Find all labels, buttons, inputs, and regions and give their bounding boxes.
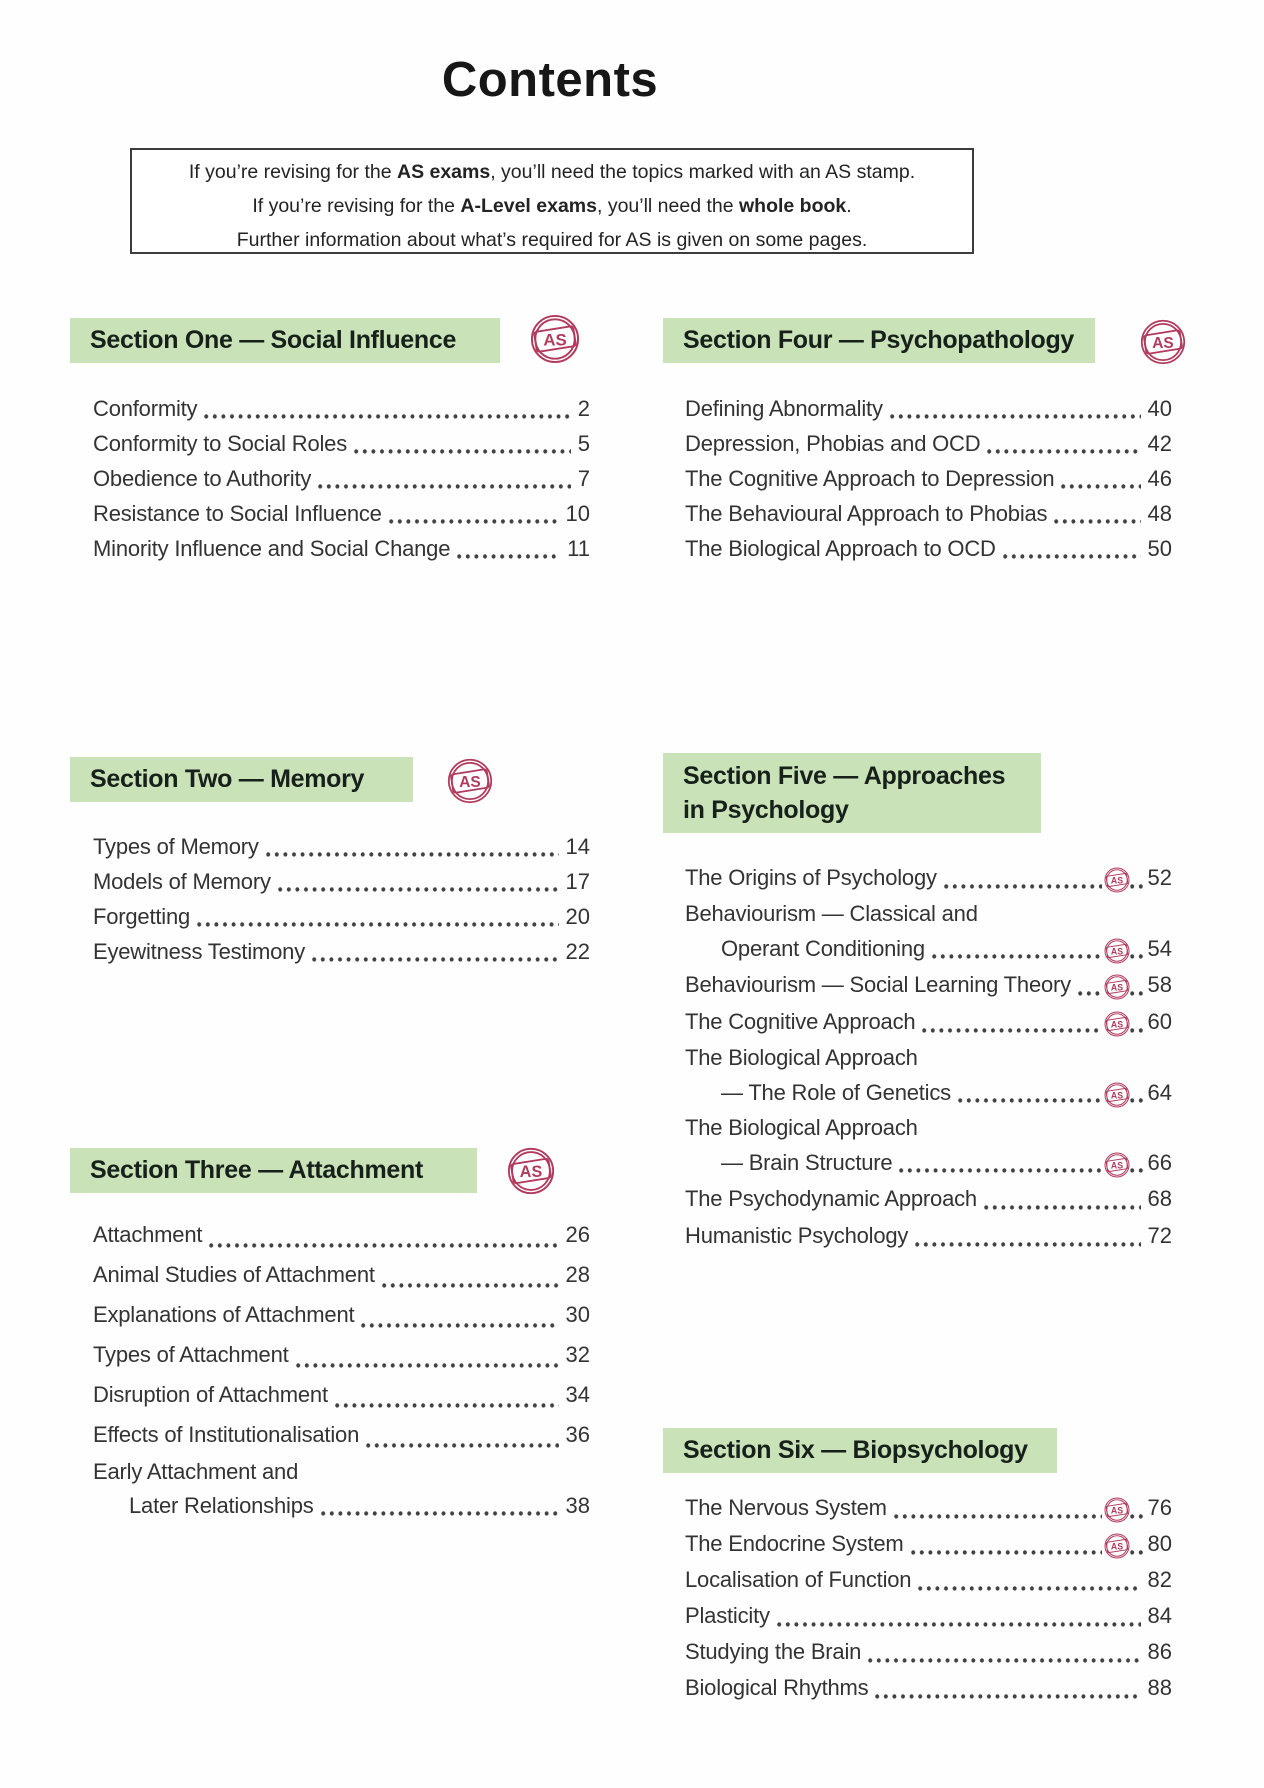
dotted-leader [958,1075,1102,1110]
svg-text:AS: AS [1110,1089,1123,1100]
as-stamp [1104,1152,1130,1178]
svg-text:AS: AS [459,773,481,791]
svg-text:AS: AS [543,330,567,350]
toc-item [93,1415,590,1455]
dotted-leader [868,1634,1140,1670]
toc-item-label: Later Relationships [129,1493,314,1518]
toc-item-page: 10 [565,501,590,526]
toc-item-page: 54 [1147,936,1172,961]
section-title: Section Five — Approaches [683,762,1006,790]
toc-item [93,1255,590,1295]
section-header [70,1148,477,1193]
section-one-items [93,391,590,566]
section-two-memory [70,757,590,969]
dotted-leader [278,864,559,899]
dotted-leader [335,1375,559,1415]
intro-note-box [130,148,974,254]
toc-item [685,1003,1172,1040]
toc-item [93,496,590,531]
toc-item [685,1490,1172,1526]
toc-item-label: Plasticity [685,1603,770,1628]
dotted-leader [875,1670,1140,1706]
as-stamp-icon [1104,867,1130,893]
dotted-leader [389,496,559,531]
toc-item-page: 20 [565,904,590,929]
toc-item-label: Behaviourism — Social Learning Theory [685,972,1071,997]
toc-item-label: The Behavioural Approach to Phobias [685,501,1048,526]
svg-text:AS: AS [1110,945,1123,956]
toc-item-page: 28 [565,1262,590,1287]
toc-item [685,531,1172,566]
dotted-leader [1061,461,1140,496]
toc-item-label: Effects of Institutionalisation [93,1422,360,1447]
toc-item-page: 2 [577,396,590,421]
toc-item-label: The Cognitive Approach [685,1009,916,1034]
toc-item [685,1634,1172,1670]
section-four-items [685,391,1172,566]
section-three-items [93,1215,590,1523]
toc-item-page: 68 [1147,1186,1172,1211]
toc-item [685,1670,1172,1706]
section-title-line2: in Psychology [683,796,849,824]
toc-item-label: Minority Influence and Social Change [93,536,451,561]
as-stamp [447,758,493,804]
toc-item-label: The Biological Approach [685,1115,918,1140]
as-stamp [1104,974,1130,1000]
toc-item-page: 46 [1147,466,1172,491]
toc-item [685,1526,1172,1562]
intro-line-2: If you’re revising for the A-Level exams, you’ll need the whole book. [252,195,852,217]
section-header [663,1428,1057,1473]
dotted-leader [296,1335,559,1375]
toc-item [685,859,1172,896]
as-stamp-icon [1104,1011,1130,1037]
toc-item-label: Eyewitness Testimony [93,939,306,964]
toc-item-page: 58 [1147,972,1172,997]
section-title: Section Three — Attachment [90,1156,423,1184]
dotted-leader [382,1255,559,1295]
dotted-leader [318,461,571,496]
dotted-leader [204,391,570,426]
dotted-leader [1130,966,1143,1003]
dotted-leader [1054,496,1140,531]
toc-item [93,899,590,934]
toc-item [93,829,590,864]
dotted-leader [1130,1075,1143,1110]
toc-item-label: Forgetting [93,904,191,929]
dotted-leader [932,931,1102,966]
toc-item-label: The Psychodynamic Approach [685,1186,977,1211]
toc-item-page: 64 [1147,1080,1172,1105]
toc-item-label: Studying the Brain [685,1639,862,1664]
svg-text:AS: AS [1110,981,1123,992]
svg-text:AS: AS [1110,1159,1123,1170]
toc-item [93,531,590,566]
toc-item-label: Explanations of Attachment [93,1302,355,1327]
as-stamp [1104,1082,1130,1108]
toc-item-label: Early Attachment and [93,1459,299,1484]
dotted-leader [987,426,1140,461]
as-stamp [1104,1533,1130,1559]
as-stamp [507,1147,555,1195]
dotted-leader [915,1217,1140,1254]
section-title: Section One — Social Influence [90,326,457,354]
as-stamp-icon [1104,1533,1130,1559]
as-stamp-icon [447,758,493,804]
dotted-leader [1130,1145,1143,1180]
toc-item-page: 14 [565,834,590,859]
toc-item-page: 50 [1147,536,1172,561]
toc-item [93,1455,590,1523]
section-six-items [685,1490,1172,1706]
as-stamp [1104,938,1130,964]
toc-item-label: The Endocrine System [685,1531,904,1556]
svg-text:AS: AS [1110,1541,1123,1552]
toc-item-page: 40 [1147,396,1172,421]
as-stamp [530,314,580,364]
toc-item-label: Localisation of Function [685,1567,912,1592]
section-header [70,757,413,802]
section-header [663,753,1041,833]
dotted-leader [1130,931,1143,966]
toc-item-label: Humanistic Psychology [685,1223,909,1248]
dotted-leader [266,829,559,864]
toc-item-label: The Origins of Psychology [685,865,937,890]
toc-item-page: 76 [1147,1495,1172,1520]
dotted-leader [321,1489,559,1523]
toc-item-page: 48 [1147,501,1172,526]
toc-item-page: 66 [1147,1150,1172,1175]
svg-text:AS: AS [1110,1505,1123,1516]
dotted-leader [944,859,1102,896]
dotted-leader [1130,1526,1143,1562]
toc-item-label: Conformity to Social Roles [93,431,348,456]
as-stamp-icon [1104,1082,1130,1108]
dotted-leader [918,1562,1140,1598]
as-stamp [1140,319,1186,365]
toc-item-label: The Cognitive Approach to Depression [685,466,1055,491]
toc-item-label: Depression, Phobias and OCD [685,431,981,456]
section-header [70,318,500,363]
dotted-leader [457,531,560,566]
dotted-leader [197,899,558,934]
toc-item-label: Defining Abnormality [685,396,883,421]
dotted-leader [777,1598,1141,1634]
dotted-leader [1130,1003,1143,1040]
toc-item-page: 72 [1147,1223,1172,1248]
dotted-leader [366,1415,558,1455]
as-stamp [1104,1011,1130,1037]
toc-item-label: The Biological Approach to OCD [685,536,996,561]
toc-item [685,496,1172,531]
section-five-items [685,859,1172,1254]
toc-item [93,934,590,969]
toc-item [93,1295,590,1335]
toc-item [93,461,590,496]
section-two-items [93,829,590,969]
toc-item-label: Obedience to Authority [93,466,312,491]
toc-item [685,426,1172,461]
toc-item [93,1215,590,1255]
dotted-leader [922,1003,1101,1040]
toc-item-label: Types of Attachment [93,1342,289,1367]
dotted-leader [984,1180,1141,1217]
toc-item [93,864,590,899]
dotted-leader [354,426,571,461]
toc-item-label: Models of Memory [93,869,271,894]
toc-item-label: Resistance to Social Influence [93,501,382,526]
toc-item [685,1598,1172,1634]
dotted-leader [361,1295,558,1335]
dotted-leader [890,391,1141,426]
toc-item [685,1110,1172,1180]
toc-item-page: 86 [1147,1639,1172,1664]
toc-item-label: Conformity [93,396,198,421]
page-title: Contents [441,53,659,107]
as-stamp-icon [1140,319,1186,365]
toc-item [685,1040,1172,1110]
toc-item [685,966,1172,1003]
section-title: Section Two — Memory [90,765,365,793]
dotted-leader [894,1490,1102,1526]
toc-item-page: 11 [567,536,590,561]
dotted-leader [1078,966,1102,1003]
toc-item-page: 42 [1147,431,1172,456]
toc-item [93,1375,590,1415]
section-one-social-influence [70,318,590,566]
toc-item-page: 17 [565,869,590,894]
toc-item-page: 26 [565,1222,590,1247]
as-stamp-icon [507,1147,555,1195]
toc-item-label: Types of Memory [93,834,259,859]
as-stamp [1104,867,1130,893]
intro-line-1: If you’re revising for the AS exams, you’ll need the topics marked with an AS stamp. [188,161,916,183]
toc-item-label: Animal Studies of Attachment [93,1262,375,1287]
section-six-biopsychology [663,1428,1175,1706]
section-title: Section Four — Psychopathology [683,326,1075,354]
toc-item-page: 32 [565,1342,590,1367]
section-title: Section Six — Biopsychology [683,1436,1028,1464]
toc-item-page: 38 [565,1493,590,1518]
toc-item-page: 5 [577,431,590,456]
toc-item-label: Attachment [93,1222,203,1247]
toc-item-label: Biological Rhythms [685,1675,869,1700]
section-four-psychopathology [663,318,1175,566]
section-five-approaches [663,753,1175,1254]
as-stamp-icon [1104,1497,1130,1523]
toc-item-label: — The Role of Genetics [721,1080,951,1105]
as-stamp-icon [1104,938,1130,964]
intro-line-3: Further information about what’s required for AS is given on some pages. [236,229,868,251]
toc-item-page: 60 [1147,1009,1172,1034]
as-stamp-icon [1104,1152,1130,1178]
toc-item [685,1217,1172,1254]
svg-text:AS: AS [1152,334,1174,352]
toc-item [685,461,1172,496]
toc-item-label: Disruption of Attachment [93,1382,328,1407]
toc-item-page: 80 [1147,1531,1172,1556]
section-header [663,318,1095,363]
toc-item [93,1335,590,1375]
toc-item [685,1180,1172,1217]
toc-item [685,1562,1172,1598]
toc-item-page: 30 [565,1302,590,1327]
toc-item-page: 22 [565,939,590,964]
toc-item-page: 34 [565,1382,590,1407]
dotted-leader [1130,1490,1143,1526]
toc-item-label: Behaviourism — Classical and [685,901,978,926]
toc-item-page: 84 [1147,1603,1172,1628]
dotted-leader [899,1145,1101,1180]
dotted-leader [1130,859,1143,896]
as-stamp-icon [1104,974,1130,1000]
dotted-leader [911,1526,1102,1562]
toc-item-label: Operant Conditioning [721,936,925,961]
toc-item [685,391,1172,426]
toc-item [93,391,590,426]
toc-item-page: 52 [1147,865,1172,890]
as-stamp-icon [530,314,580,364]
toc-item-label: The Nervous System [685,1495,887,1520]
toc-item-label: The Biological Approach [685,1045,918,1070]
dotted-leader [312,934,559,969]
svg-text:AS: AS [519,1163,543,1181]
as-stamp [1104,1497,1130,1523]
toc-item-label: — Brain Structure [721,1150,893,1175]
dotted-leader [1003,531,1141,566]
toc-item [685,896,1172,966]
section-three-attachment [70,1148,590,1523]
svg-text:AS: AS [1110,1018,1123,1029]
dotted-leader [209,1215,558,1255]
toc-item [93,426,590,461]
toc-item-page: 82 [1147,1567,1172,1592]
toc-item-page: 88 [1147,1675,1172,1700]
toc-item-page: 36 [565,1422,590,1447]
svg-text:AS: AS [1110,874,1123,885]
toc-item-page: 7 [577,466,590,491]
